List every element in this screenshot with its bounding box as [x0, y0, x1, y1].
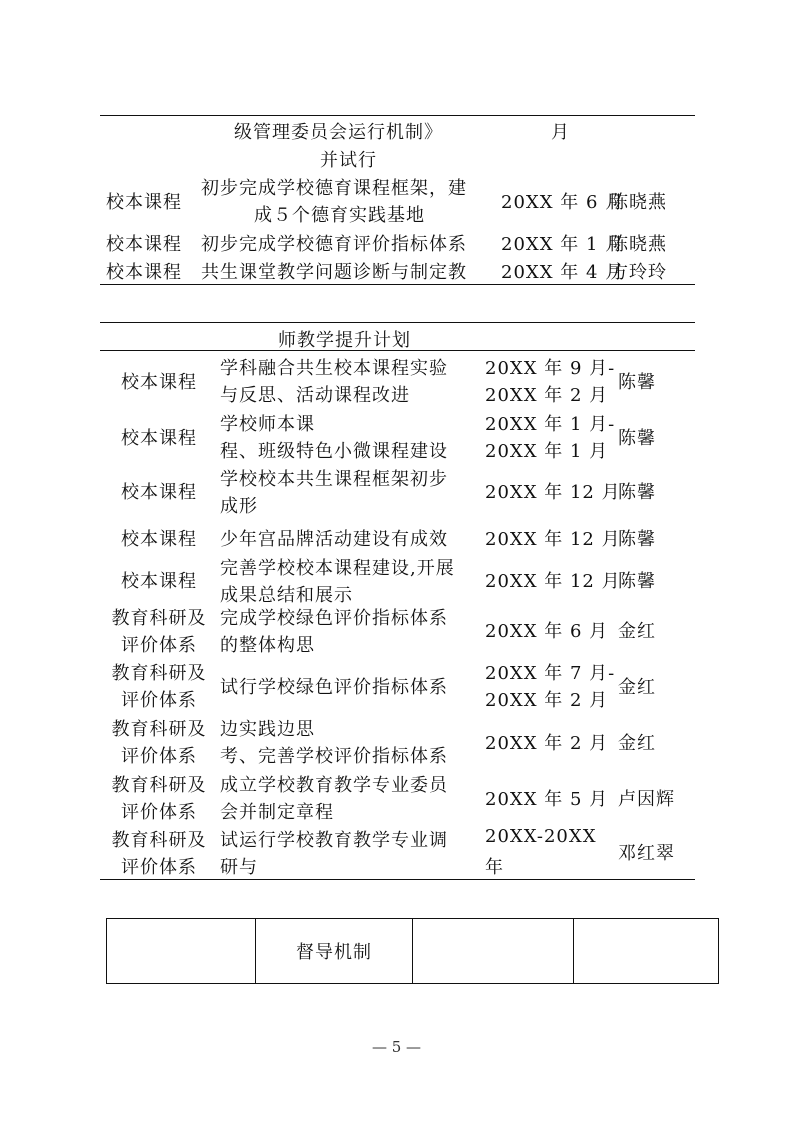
table2-row-7-time-line2: 20XX 年 2 月 — [485, 690, 609, 711]
table2-row-9-content-line1: 成立学校教育教学专业委员 — [220, 775, 448, 796]
table1-row-1-time: 20XX 年 6 月 — [501, 192, 625, 213]
table2-row-9-category-line1: 教育科研及 — [111, 775, 207, 796]
table2-row-2-person: 陈馨 — [618, 427, 656, 449]
table1-row-1-content-line1: 初步完成学校德育课程框架，建 — [201, 178, 467, 199]
table2-row-10-time-line2: 年 — [485, 856, 504, 878]
table2-row-3-content-line2: 成形 — [220, 495, 258, 517]
supervision-cell-3 — [413, 919, 574, 984]
table2-row-5-category: 校本课程 — [121, 571, 197, 592]
table1-row-2-person: 陈晓燕 — [610, 234, 667, 255]
table1-row-3-category: 校本课程 — [106, 262, 182, 283]
table2-row-1-time-line1: 20XX 年 9 月- — [485, 358, 616, 379]
table2-row-1-person: 陈馨 — [618, 371, 656, 393]
table2-row-6-person: 金红 — [618, 621, 656, 642]
table2-row-9-content-line2: 会并制定章程 — [220, 802, 334, 823]
table2-row-10-person: 邓红翠 — [618, 843, 675, 864]
table2-row-6-category-line1: 教育科研及 — [111, 607, 207, 629]
table1-row-1-person: 陈晓燕 — [610, 192, 667, 213]
table1-row-2-content: 初步完成学校德育评价指标体系 — [201, 234, 467, 255]
table2-row-5-time: 20XX 年 12 月 — [485, 571, 621, 592]
table2-row-5-content-line2: 成果总结和展示 — [220, 584, 353, 606]
table1-continued-time: 月 — [551, 122, 570, 143]
table2-row-6-content-line1: 完成学校绿色评价指标体系 — [220, 607, 448, 629]
table2-row-10-content-line2: 研与 — [220, 856, 258, 878]
table2-row-4-person: 陈馨 — [618, 528, 656, 550]
table2-row-6-category-line2: 评价体系 — [121, 634, 197, 656]
table2-row-9-category-line2: 评价体系 — [121, 802, 197, 823]
table2-row-3-content-line1: 学校校本共生课程框架初步 — [220, 468, 448, 490]
table2-header-continued: 师教学提升计划 — [278, 330, 411, 351]
table2-row-2-category: 校本课程 — [121, 427, 197, 449]
table2-row-4-content: 少年宫品牌活动建设有成效 — [220, 528, 448, 550]
table2-row-10-category-line2: 评价体系 — [121, 856, 197, 878]
supervision-cell-title: 督导机制 — [256, 919, 413, 984]
table2-row-8-content-line2: 考、完善学校评价指标体系 — [220, 746, 448, 767]
table2-row-2-time-line1: 20XX 年 1 月- — [485, 414, 616, 435]
table1-row-3-content: 共生课堂教学问题诊断与制定教 — [201, 262, 467, 283]
table2-row-8-content-line1: 边实践边思 — [220, 719, 315, 740]
table1-row-2-time: 20XX 年 1 月 — [501, 234, 625, 255]
table2-row-3-time: 20XX 年 12 月 — [485, 482, 621, 503]
table2-row-4-category: 校本课程 — [121, 528, 197, 550]
table2-row-9-time: 20XX 年 5 月 — [485, 788, 609, 810]
table2-row-8-category-line2: 评价体系 — [121, 746, 197, 767]
table1-continued-content: 级管理委员会运行机制》 — [234, 122, 443, 143]
table2-row-9-person: 卢因辉 — [618, 788, 675, 810]
table1-row-1-category: 校本课程 — [106, 192, 182, 213]
table1-row-1-content-line2: 成５个德育实践基地 — [254, 205, 425, 226]
table2-bottom-rule — [100, 879, 695, 880]
table2-row-6-time: 20XX 年 6 月 — [485, 621, 609, 642]
table2-row-3-category: 校本课程 — [121, 482, 197, 503]
table2-top-rule — [100, 322, 695, 323]
table1-row-3-time: 20XX 年 4 月 — [501, 262, 625, 283]
table2-row-10-content-line1: 试运行学校教育教学专业调 — [220, 829, 448, 851]
table2-row-8-category-line1: 教育科研及 — [111, 719, 207, 740]
table2-row-2-content-line2: 程、班级特色小微课程建设 — [220, 441, 448, 462]
table2-row-1-time-line2: 20XX 年 2 月 — [485, 385, 609, 406]
table2-row-4-time: 20XX 年 12 月 — [485, 528, 621, 550]
table1-top-rule — [100, 115, 695, 116]
table2-row-2-content-line1: 学校师本课 — [220, 414, 315, 435]
table2-header-rule — [100, 350, 695, 351]
table2-row-1-content-line1: 学科融合共生校本课程实验 — [220, 358, 448, 379]
table2-row-5-person: 陈馨 — [618, 571, 656, 592]
table1-row-3-person: 方玲玲 — [610, 262, 667, 283]
table2-row-1-category: 校本课程 — [121, 371, 197, 393]
table1-continued-content-2: 并试行 — [320, 150, 377, 171]
table2-row-6-content-line2: 的整体构思 — [220, 634, 315, 656]
table2-row-7-category-line2: 评价体系 — [121, 690, 197, 711]
table2-row-8-time: 20XX 年 2 月 — [485, 732, 609, 754]
table2-row-10-category-line1: 教育科研及 — [111, 829, 207, 851]
supervision-table — [106, 918, 719, 984]
table2-row-3-person: 陈馨 — [618, 482, 656, 503]
supervision-cell-1 — [107, 919, 256, 984]
table2-row-5-content-line1: 完善学校校本课程建设,开展 — [220, 557, 455, 579]
page-number: — 5 — — [371, 1038, 422, 1056]
table2-row-7-content: 试行学校绿色评价指标体系 — [220, 676, 448, 698]
table2-row-2-time-line2: 20XX 年 1 月 — [485, 441, 609, 462]
table2-row-7-time-line1: 20XX 年 7 月- — [485, 663, 616, 684]
table2-row-8-person: 金红 — [618, 732, 656, 754]
table2-row-1-content-line2: 与反思、活动课程改进 — [220, 385, 410, 406]
table1-bottom-rule — [100, 284, 695, 285]
table2-row-7-category-line1: 教育科研及 — [111, 663, 207, 684]
table1-row-2-category: 校本课程 — [106, 234, 182, 255]
supervision-cell-4 — [574, 919, 719, 984]
table2-row-7-person: 金红 — [618, 676, 656, 698]
table2-row-10-time-line1: 20XX-20XX — [485, 825, 597, 847]
